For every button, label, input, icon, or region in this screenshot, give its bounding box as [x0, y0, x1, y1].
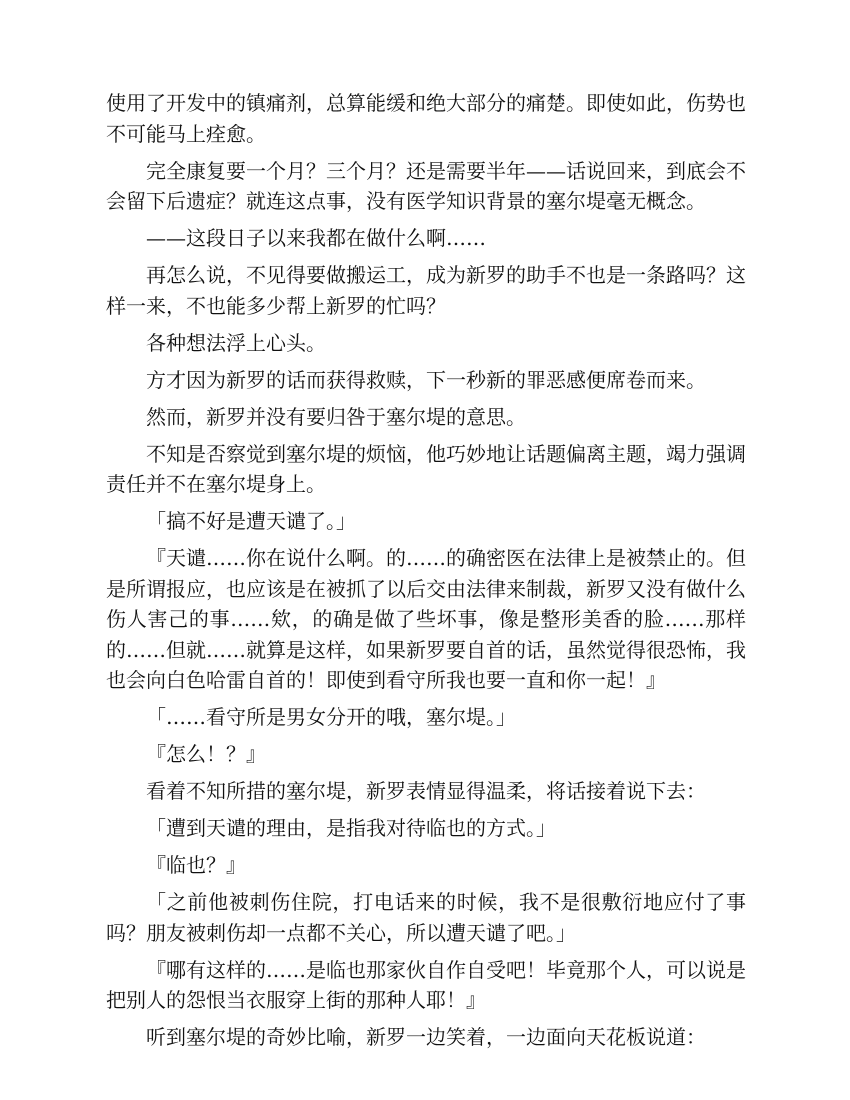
paragraph-12: 『怎么！？』	[146, 742, 266, 766]
paragraph-17: 『哪有这样的……是临也那家伙自作自受吧！毕竟那个人，可以说是把别人的怨恨当衣服穿上街的那种人耶！』	[106, 957, 746, 1012]
paragraph-10: 『天谴……你在说什么啊。的……的确密医在法律上是被禁止的。但是所谓报应，也应该是在被抓了以后交由法律来制裁，新罗又没有做什么伤人害己的事……欸，的确是做了些坏事，像是整形美香的脸……那样的……但就……就算是这样，如果新罗要自首的话，虽然觉得很恐怖，我也会向白色哈雷自首的！即使到看守所我也要一直和你一起！』	[106, 546, 746, 692]
paragraph-2: 完全康复要一个月？三个月？还是需要半年——话说回来，到底会不会留下后遗症？就连这点事，没有医学知识背景的塞尔堤毫无概念。	[106, 158, 746, 213]
document-page	[106, 88, 746, 1053]
paragraph-8: 不知是否察觉到塞尔堤的烦恼，他巧妙地让话题偏离主题，竭力强调责任并不在塞尔堤身上。	[106, 441, 746, 496]
paragraph-7: 然而，新罗并没有要归咎于塞尔堤的意思。	[146, 404, 526, 429]
paragraph-13: 看着不知所措的塞尔堤，新罗表情显得温柔，将话接着说下去：	[146, 779, 706, 803]
paragraph-18: 听到塞尔堤的奇妙比喻，新罗一边笑着，一边面向天花板说道：	[146, 1025, 706, 1049]
paragraph-9: 「搞不好是遭天谴了。」	[146, 509, 356, 533]
paragraph-11: 「……看守所是男女分开的哦，塞尔堤。」	[146, 705, 516, 729]
paragraph-16: 「之前他被刺伤住院，打电话来的时候，我不是很敷衍地应付了事吗？朋友被刺伤却一点都不关心，所以遭天谴了吧。」	[106, 890, 746, 945]
paragraph-14: 「遭到天谴的理由，是指我对待临也的方式。」	[146, 816, 556, 840]
paragraph-1: 使用了开发中的镇痛剂，总算能缓和绝大部分的痛楚。即使如此，伤势也不可能马上痊愈。	[106, 91, 746, 146]
paragraph-3: ——这段日子以来我都在做什么啊……	[146, 226, 486, 250]
paragraph-15: 『临也？』	[146, 853, 246, 877]
paragraph-4: 再怎么说，不见得要做搬运工，成为新罗的助手不也是一条路吗？这样一来，不也能多少帮上新罗的忙吗？	[106, 263, 746, 318]
paragraph-6: 方才因为新罗的话而获得救赎，下一秒新的罪恶感便席卷而来。	[146, 367, 706, 392]
paragraph-5: 各种想法浮上心头。	[146, 330, 326, 355]
